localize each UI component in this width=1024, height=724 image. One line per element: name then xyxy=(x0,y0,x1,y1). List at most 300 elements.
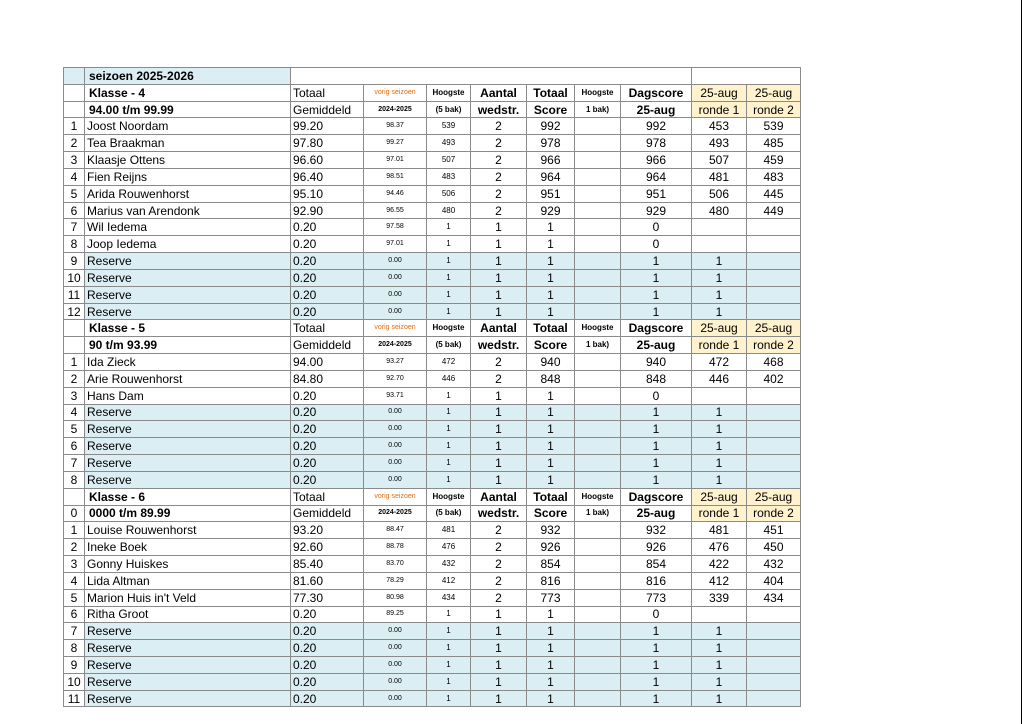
col-header-r2: ronde 2 xyxy=(747,505,801,522)
round-2-cell xyxy=(747,656,801,673)
rank-cell: 2 xyxy=(64,539,85,556)
table-row xyxy=(64,219,801,236)
matches-cell: 2 xyxy=(471,539,527,556)
col-header-score: Score xyxy=(527,505,575,522)
highest-5-cell: 476 xyxy=(427,539,471,556)
col-header-aantal: Aantal xyxy=(471,84,527,101)
player-name: Ida Zieck xyxy=(85,354,291,371)
highest-1-cell xyxy=(575,656,621,673)
col-header-r1: ronde 1 xyxy=(692,505,747,522)
day-score-cell: 1 xyxy=(621,673,692,690)
round-2-cell: 539 xyxy=(747,118,801,135)
day-score-cell: 0 xyxy=(621,219,692,236)
matches-cell: 1 xyxy=(471,219,527,236)
col-header-hoogste-bak: Hoogste xyxy=(575,320,621,337)
col-header-wedstr: wedstr. xyxy=(471,505,527,522)
average-cell: 92.60 xyxy=(291,539,364,556)
col-header-aantal: Aantal xyxy=(471,320,527,337)
col-header-r2-date: 25-aug xyxy=(747,84,801,101)
highest-1-cell xyxy=(575,404,621,421)
total-score-cell: 1 xyxy=(527,303,575,320)
rank-cell: 6 xyxy=(64,202,85,219)
rank-cell: 10 xyxy=(64,269,85,286)
col-header-r2-date: 25-aug xyxy=(747,488,801,505)
total-score-cell: 951 xyxy=(527,185,575,202)
col-header-wedstr: wedstr. xyxy=(471,101,527,118)
col-header-r2: ronde 2 xyxy=(747,337,801,354)
season-row xyxy=(64,68,801,85)
player-name: Arie Rouwenhorst xyxy=(85,370,291,387)
col-header-bak5: (5 bak) xyxy=(427,505,471,522)
round-2-cell xyxy=(747,623,801,640)
col-header-vorig: vorig seizoen xyxy=(364,488,427,505)
table-row xyxy=(64,522,801,539)
highest-5-cell: 1 xyxy=(427,253,471,270)
day-score-cell: 854 xyxy=(621,556,692,573)
average-cell: 81.60 xyxy=(291,572,364,589)
klasse-header-row xyxy=(64,320,801,337)
matches-cell: 1 xyxy=(471,404,527,421)
average-cell: 0.20 xyxy=(291,286,364,303)
table-row xyxy=(64,404,801,421)
total-score-cell: 1 xyxy=(527,269,575,286)
klasse-header-row xyxy=(64,84,801,101)
matches-cell: 1 xyxy=(471,455,527,472)
previous-season-cell: 97.58 xyxy=(364,219,427,236)
previous-season-cell: 98.51 xyxy=(364,168,427,185)
average-cell: 0.20 xyxy=(291,623,364,640)
day-score-cell: 926 xyxy=(621,539,692,556)
table-row xyxy=(64,202,801,219)
player-name: Fien Reijns xyxy=(85,168,291,185)
rank-cell: 3 xyxy=(64,387,85,404)
col-header-r2: ronde 2 xyxy=(747,101,801,118)
round-1-cell: 1 xyxy=(692,673,747,690)
highest-5-cell: 432 xyxy=(427,556,471,573)
player-name: Arida Rouwenhorst xyxy=(85,185,291,202)
highest-5-cell: 1 xyxy=(427,673,471,690)
average-cell: 96.40 xyxy=(291,168,364,185)
matches-cell: 2 xyxy=(471,185,527,202)
table-row xyxy=(64,438,801,455)
highest-1-cell xyxy=(575,690,621,707)
previous-season-cell: 97.01 xyxy=(364,236,427,253)
total-score-cell: 964 xyxy=(527,168,575,185)
day-score-cell: 1 xyxy=(621,623,692,640)
previous-season-cell: 89.25 xyxy=(364,606,427,623)
round-1-cell: 1 xyxy=(692,253,747,270)
col-header-vorig-year: 2024-2025 xyxy=(364,101,427,118)
matches-cell: 1 xyxy=(471,421,527,438)
highest-5-cell: 506 xyxy=(427,185,471,202)
average-cell: 0.20 xyxy=(291,656,364,673)
rank-cell: 8 xyxy=(64,640,85,657)
player-name: Joost Noordam xyxy=(85,118,291,135)
col-header-r1-date: 25-aug xyxy=(692,488,747,505)
highest-5-cell: 539 xyxy=(427,118,471,135)
total-score-cell: 978 xyxy=(527,135,575,152)
table-row xyxy=(64,673,801,690)
col-header-totaal-score: Totaal xyxy=(527,320,575,337)
matches-cell: 1 xyxy=(471,303,527,320)
rank-cell: 9 xyxy=(64,656,85,673)
day-score-cell: 940 xyxy=(621,354,692,371)
round-1-cell: 1 xyxy=(692,455,747,472)
table-row xyxy=(64,640,801,657)
klasse-prefix: 0 xyxy=(64,505,85,522)
player-name: Tea Braakman xyxy=(85,135,291,152)
total-score-cell: 1 xyxy=(527,640,575,657)
total-score-cell: 1 xyxy=(527,253,575,270)
day-score-cell: 964 xyxy=(621,168,692,185)
round-1-cell: 339 xyxy=(692,589,747,606)
matches-cell: 2 xyxy=(471,354,527,371)
player-name: Reserve xyxy=(85,673,291,690)
round-1-cell xyxy=(692,219,747,236)
average-cell: 0.20 xyxy=(291,455,364,472)
previous-season-cell: 99.27 xyxy=(364,135,427,152)
col-header-r1: ronde 1 xyxy=(692,337,747,354)
matches-cell: 2 xyxy=(471,370,527,387)
day-score-cell: 848 xyxy=(621,370,692,387)
round-2-cell: 404 xyxy=(747,572,801,589)
round-1-cell: 480 xyxy=(692,202,747,219)
rank-cell: 4 xyxy=(64,404,85,421)
round-2-cell xyxy=(747,455,801,472)
total-score-cell: 1 xyxy=(527,623,575,640)
day-score-cell: 1 xyxy=(621,438,692,455)
highest-1-cell xyxy=(575,303,621,320)
day-score-cell: 966 xyxy=(621,152,692,169)
highest-1-cell xyxy=(575,168,621,185)
rank-cell: 8 xyxy=(64,471,85,488)
day-score-cell: 978 xyxy=(621,135,692,152)
highest-5-cell: 1 xyxy=(427,656,471,673)
rank-cell: 4 xyxy=(64,572,85,589)
matches-cell: 1 xyxy=(471,690,527,707)
previous-season-cell: 0.00 xyxy=(364,623,427,640)
highest-5-cell: 1 xyxy=(427,640,471,657)
rank-cell: 7 xyxy=(64,455,85,472)
average-cell: 0.20 xyxy=(291,606,364,623)
player-name: Reserve xyxy=(85,404,291,421)
klasse-prefix xyxy=(64,101,85,118)
round-2-cell: 432 xyxy=(747,556,801,573)
previous-season-cell: 94.46 xyxy=(364,185,427,202)
table-row xyxy=(64,539,801,556)
highest-5-cell: 412 xyxy=(427,572,471,589)
average-cell: 0.20 xyxy=(291,387,364,404)
round-1-cell: 1 xyxy=(692,471,747,488)
highest-1-cell xyxy=(575,471,621,488)
season-blank-right xyxy=(692,68,801,85)
rank-cell: 11 xyxy=(64,286,85,303)
rank-cell: 5 xyxy=(64,185,85,202)
round-2-cell xyxy=(747,236,801,253)
rank-cell: 7 xyxy=(64,623,85,640)
average-cell: 0.20 xyxy=(291,640,364,657)
round-1-cell: 1 xyxy=(692,690,747,707)
total-score-cell: 1 xyxy=(527,438,575,455)
highest-5-cell: 1 xyxy=(427,455,471,472)
table-row xyxy=(64,253,801,270)
matches-cell: 2 xyxy=(471,135,527,152)
average-cell: 0.20 xyxy=(291,404,364,421)
page-edge-line xyxy=(1021,0,1022,724)
highest-1-cell xyxy=(575,556,621,573)
round-2-cell: 445 xyxy=(747,185,801,202)
total-score-cell: 966 xyxy=(527,152,575,169)
round-2-cell xyxy=(747,253,801,270)
matches-cell: 1 xyxy=(471,471,527,488)
round-1-cell: 422 xyxy=(692,556,747,573)
highest-1-cell xyxy=(575,589,621,606)
table-row xyxy=(64,606,801,623)
col-header-vorig: vorig seizoen xyxy=(364,84,427,101)
table-row xyxy=(64,387,801,404)
standings-body xyxy=(64,68,801,707)
player-name: Reserve xyxy=(85,303,291,320)
total-score-cell: 1 xyxy=(527,455,575,472)
round-1-cell: 472 xyxy=(692,354,747,371)
previous-season-cell: 96.55 xyxy=(364,202,427,219)
day-score-cell: 1 xyxy=(621,404,692,421)
rank-cell: 6 xyxy=(64,438,85,455)
round-2-cell xyxy=(747,640,801,657)
day-score-cell: 1 xyxy=(621,303,692,320)
table-row xyxy=(64,589,801,606)
highest-5-cell: 481 xyxy=(427,522,471,539)
matches-cell: 1 xyxy=(471,236,527,253)
average-cell: 0.20 xyxy=(291,673,364,690)
player-name: Wil Iedema xyxy=(85,219,291,236)
day-score-cell: 773 xyxy=(621,589,692,606)
day-score-cell: 816 xyxy=(621,572,692,589)
round-2-cell: 449 xyxy=(747,202,801,219)
total-score-cell: 926 xyxy=(527,539,575,556)
average-cell: 0.20 xyxy=(291,690,364,707)
highest-1-cell xyxy=(575,236,621,253)
round-2-cell: 459 xyxy=(747,152,801,169)
highest-5-cell: 483 xyxy=(427,168,471,185)
round-2-cell: 468 xyxy=(747,354,801,371)
total-score-cell: 1 xyxy=(527,404,575,421)
day-score-cell: 1 xyxy=(621,455,692,472)
round-1-cell: 1 xyxy=(692,656,747,673)
average-cell: 0.20 xyxy=(291,438,364,455)
highest-1-cell xyxy=(575,253,621,270)
round-2-cell xyxy=(747,421,801,438)
klasse-title: Klasse - 6 xyxy=(85,488,291,505)
col-header-gemiddeld: Gemiddeld xyxy=(291,505,364,522)
round-2-cell: 450 xyxy=(747,539,801,556)
day-score-cell: 0 xyxy=(621,387,692,404)
previous-season-cell: 0.00 xyxy=(364,690,427,707)
col-header-hoogste-bak: Hoogste xyxy=(575,488,621,505)
highest-1-cell xyxy=(575,135,621,152)
round-2-cell xyxy=(747,269,801,286)
matches-cell: 2 xyxy=(471,152,527,169)
day-score-cell: 1 xyxy=(621,286,692,303)
highest-5-cell: 1 xyxy=(427,438,471,455)
total-score-cell: 992 xyxy=(527,118,575,135)
rank-cell: 5 xyxy=(64,421,85,438)
round-2-cell xyxy=(747,438,801,455)
previous-season-cell: 0.00 xyxy=(364,303,427,320)
average-cell: 0.20 xyxy=(291,421,364,438)
highest-1-cell xyxy=(575,354,621,371)
table-row xyxy=(64,135,801,152)
highest-1-cell xyxy=(575,606,621,623)
matches-cell: 1 xyxy=(471,656,527,673)
matches-cell: 2 xyxy=(471,572,527,589)
player-name: Lida Altman xyxy=(85,572,291,589)
day-score-cell: 951 xyxy=(621,185,692,202)
total-score-cell: 773 xyxy=(527,589,575,606)
highest-5-cell: 472 xyxy=(427,354,471,371)
matches-cell: 2 xyxy=(471,589,527,606)
matches-cell: 2 xyxy=(471,202,527,219)
table-row xyxy=(64,623,801,640)
average-cell: 84.80 xyxy=(291,370,364,387)
previous-season-cell: 0.00 xyxy=(364,404,427,421)
highest-5-cell: 1 xyxy=(427,623,471,640)
matches-cell: 1 xyxy=(471,387,527,404)
average-cell: 92.90 xyxy=(291,202,364,219)
total-score-cell: 1 xyxy=(527,471,575,488)
day-score-cell: 1 xyxy=(621,640,692,657)
previous-season-cell: 0.00 xyxy=(364,673,427,690)
rank-cell: 12 xyxy=(64,303,85,320)
total-score-cell: 929 xyxy=(527,202,575,219)
day-score-cell: 929 xyxy=(621,202,692,219)
matches-cell: 2 xyxy=(471,522,527,539)
highest-1-cell xyxy=(575,438,621,455)
col-header-bak5: (5 bak) xyxy=(427,337,471,354)
previous-season-cell: 0.00 xyxy=(364,269,427,286)
round-1-cell: 412 xyxy=(692,572,747,589)
matches-cell: 1 xyxy=(471,623,527,640)
player-name: Reserve xyxy=(85,421,291,438)
col-header-r1-date: 25-aug xyxy=(692,320,747,337)
highest-1-cell xyxy=(575,269,621,286)
table-row xyxy=(64,236,801,253)
previous-season-cell: 0.00 xyxy=(364,253,427,270)
col-header-totaal: Totaal xyxy=(291,488,364,505)
previous-season-cell: 0.00 xyxy=(364,656,427,673)
round-1-cell: 1 xyxy=(692,404,747,421)
rank-cell: 6 xyxy=(64,606,85,623)
highest-5-cell: 1 xyxy=(427,387,471,404)
col-header-totaal-score: Totaal xyxy=(527,84,575,101)
average-cell: 77.30 xyxy=(291,589,364,606)
col-header-wedstr: wedstr. xyxy=(471,337,527,354)
col-header-totaal-score: Totaal xyxy=(527,488,575,505)
klasse-corner xyxy=(64,488,85,505)
round-2-cell xyxy=(747,606,801,623)
highest-1-cell xyxy=(575,286,621,303)
round-1-cell: 1 xyxy=(692,438,747,455)
klasse-range: 94.00 t/m 99.99 xyxy=(85,101,291,118)
round-2-cell xyxy=(747,387,801,404)
round-2-cell: 485 xyxy=(747,135,801,152)
highest-5-cell: 1 xyxy=(427,690,471,707)
table-row xyxy=(64,370,801,387)
round-2-cell xyxy=(747,404,801,421)
rank-cell: 7 xyxy=(64,219,85,236)
player-name: Reserve xyxy=(85,269,291,286)
round-1-cell: 453 xyxy=(692,118,747,135)
highest-1-cell xyxy=(575,219,621,236)
day-score-cell: 1 xyxy=(621,421,692,438)
highest-1-cell xyxy=(575,118,621,135)
rank-cell: 2 xyxy=(64,135,85,152)
rank-cell: 1 xyxy=(64,118,85,135)
rank-cell: 9 xyxy=(64,253,85,270)
col-header-r2-date: 25-aug xyxy=(747,320,801,337)
col-header-vorig-year: 2024-2025 xyxy=(364,337,427,354)
average-cell: 85.40 xyxy=(291,556,364,573)
col-header-hoogste-bak: Hoogste xyxy=(575,84,621,101)
player-name: Reserve xyxy=(85,640,291,657)
rank-cell: 5 xyxy=(64,589,85,606)
klasse-range: 90 t/m 93.99 xyxy=(85,337,291,354)
col-header-vorig: vorig seizoen xyxy=(364,320,427,337)
standings-table xyxy=(63,67,801,707)
average-cell: 99.20 xyxy=(291,118,364,135)
table-row xyxy=(64,286,801,303)
round-1-cell: 476 xyxy=(692,539,747,556)
rank-cell: 10 xyxy=(64,673,85,690)
average-cell: 0.20 xyxy=(291,471,364,488)
player-name: Reserve xyxy=(85,623,291,640)
round-1-cell: 1 xyxy=(692,269,747,286)
previous-season-cell: 93.71 xyxy=(364,387,427,404)
highest-1-cell xyxy=(575,387,621,404)
table-row xyxy=(64,303,801,320)
total-score-cell: 1 xyxy=(527,421,575,438)
table-row xyxy=(64,572,801,589)
day-score-cell: 1 xyxy=(621,471,692,488)
round-1-cell xyxy=(692,387,747,404)
col-header-gemiddeld: Gemiddeld xyxy=(291,101,364,118)
previous-season-cell: 0.00 xyxy=(364,455,427,472)
highest-5-cell: 493 xyxy=(427,135,471,152)
highest-5-cell: 1 xyxy=(427,286,471,303)
total-score-cell: 854 xyxy=(527,556,575,573)
round-2-cell xyxy=(747,286,801,303)
round-1-cell xyxy=(692,606,747,623)
round-1-cell: 1 xyxy=(692,286,747,303)
highest-5-cell: 434 xyxy=(427,589,471,606)
klasse-header-row xyxy=(64,488,801,505)
table-row xyxy=(64,471,801,488)
average-cell: 0.20 xyxy=(291,236,364,253)
previous-season-cell: 83.70 xyxy=(364,556,427,573)
col-header-score: Score xyxy=(527,337,575,354)
total-score-cell: 932 xyxy=(527,522,575,539)
round-2-cell: 434 xyxy=(747,589,801,606)
col-header-dagscore: Dagscore xyxy=(621,320,692,337)
average-cell: 95.10 xyxy=(291,185,364,202)
highest-5-cell: 1 xyxy=(427,219,471,236)
highest-1-cell xyxy=(575,185,621,202)
highest-1-cell xyxy=(575,640,621,657)
total-score-cell: 816 xyxy=(527,572,575,589)
klasse-subheader-row xyxy=(64,337,801,354)
highest-5-cell: 1 xyxy=(427,269,471,286)
total-score-cell: 1 xyxy=(527,690,575,707)
